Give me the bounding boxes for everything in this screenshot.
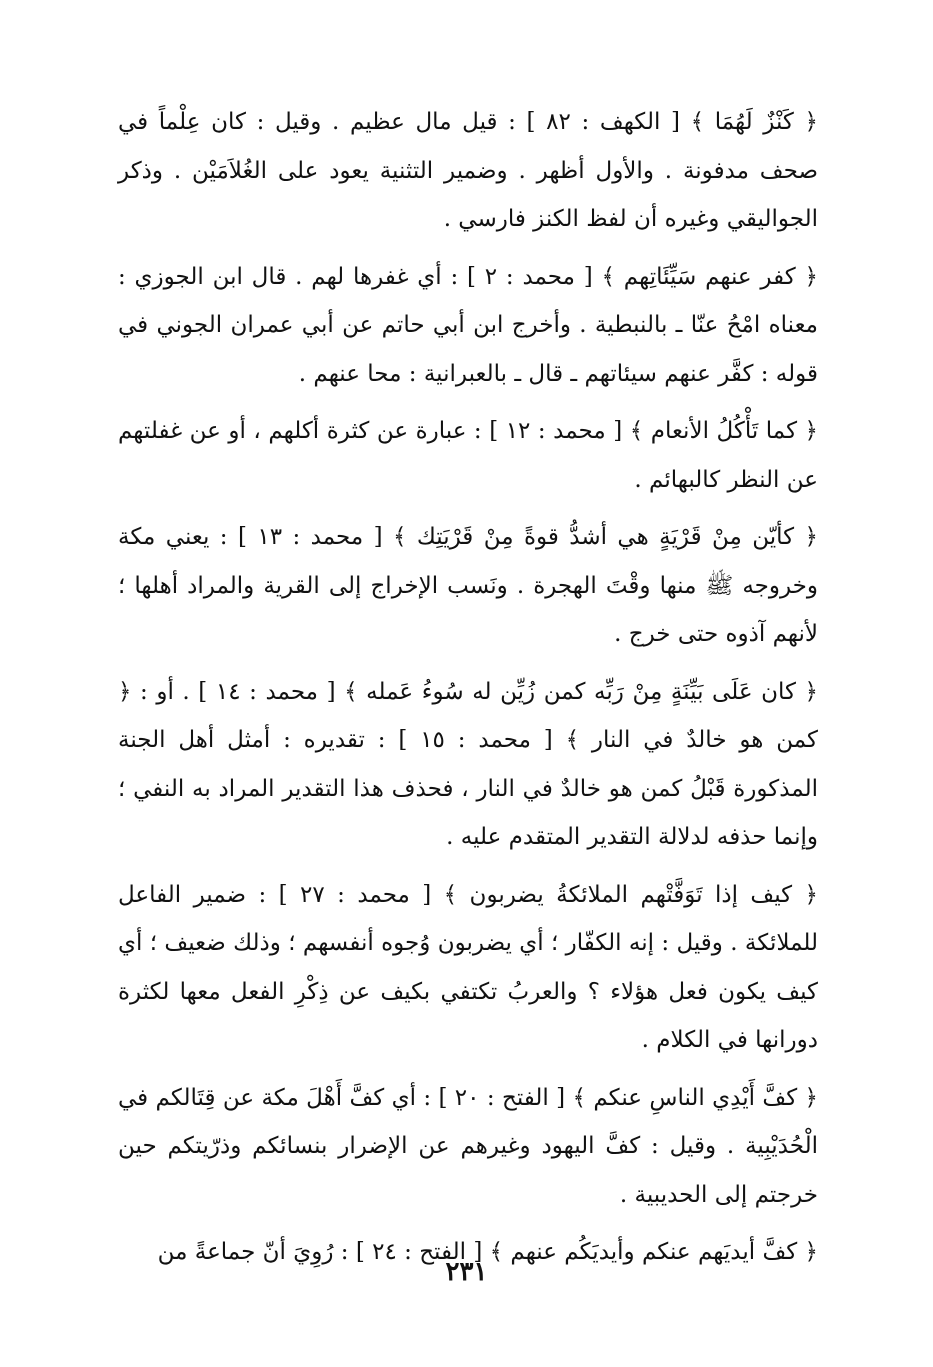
- page-number: ٢٣١: [445, 1257, 488, 1287]
- entry-kayfa-idha: ﴿ كيف إذا تَوَفَّتْهم الملائكةُ يضربون ﴾ [ محمد : ٢٧ ] : ضمير الفاعل للملائكة . وقيل : إنه الكفّار ؛ أي يضربون وُجوه أنفسهم ؛ وذلك ضعيف ؛ أي كيف يكون فعل هؤلاء ؟ والعربُ تكتفي بكيف عن ذِكْرِ الفعل معها لكثرة دورانها في الكلام .: [118, 881, 819, 1053]
- entry-kama-takulu: ﴿ كما تَأْكُلُ الأنعام ﴾ [ محمد : ١٢ ] : عبارة عن كثرة أكلهم ، أو عن غفلتهم عن النظر كالبهائم .: [118, 418, 819, 493]
- entry-kaffa-aydiyahum: ﴿ كفَّ أيديَهم عنكم وأيديَكُم عنهم ﴾ [ الفتح : ٢٤ ] : رُوِيَ أنّ جماعةً من: [157, 1239, 818, 1265]
- page-body: [118, 98, 818, 1277]
- entry-kaayyin: ﴿ كأيّن مِنْ قَرْيَةٍ هي أشدُّ قوةً مِنْ قَرْيَتِك ﴾ [ محمد : ١٣ ] : يعني مكة وخروجه ﷺ منها وقْتَ الهجرة . ونَسب الإخراج إلى القرية والمراد أهلها ؛ لأنهم آذوه حتى خرج .: [118, 524, 818, 647]
- entry-kana-ala-bayyina: ﴿ كان عَلَى بَيِّنَةٍ مِنْ رَبِّه كمن زُيِّن له سُوءُ عَمله ﴾ [ محمد : ١٤ ] . أو : ﴿ كمن هو خالدٌ في النار ﴾ [ محمد : ١٥ ] : تقديره : أمثل أهل الجنة المذكورة قَبْلُ كمن هو خالدٌ في النار ، فحذف هذا التقدير المراد به النفي ؛ وإنما حذفه لدلالة التقدير المتقدم عليه .: [118, 678, 819, 850]
- entry-kanz: ﴿ كَنْزٌ لَهُمَا ﴾ [ الكهف : ٨٢ ] : قيل مال عظيم . وقيل : كان عِلْماً في صحف مدفونة . والأول أظهر . وضمير التثنية يعود على الغُلاَمَيْن . وذكر الجواليقي وغيره أن لفظ الكنز فارسي .: [118, 109, 818, 232]
- entry-kaffa-aydi-annas: ﴿ كفَّ أَيْدِي الناسِ عنكم ﴾ [ الفتح : ٢٠ ] : أي كفَّ أَهْلَ مكة عن قِتَالكم في الْحُدَيْبِية . وقيل : كفَّ اليهود وغيرهم عن الإضرار بنسائكم وذرّيتكم حين خرجتم إلى الحديبية .: [118, 1084, 818, 1208]
- entry-kaffara: ﴿ كفر عنهم سَيِّئَاتِهم ﴾ [ محمد : ٢ ] : أي غفرها لهم . قال ابن الجوزي : معناه امْحُ عنّا ـ بالنبطية . وأخرج ابن أبي حاتم عن أبي عمران الجوني في قوله : كفَّر عنهم سيئاتهم ـ قال ـ بالعبرانية : محا عنهم .: [118, 263, 818, 387]
